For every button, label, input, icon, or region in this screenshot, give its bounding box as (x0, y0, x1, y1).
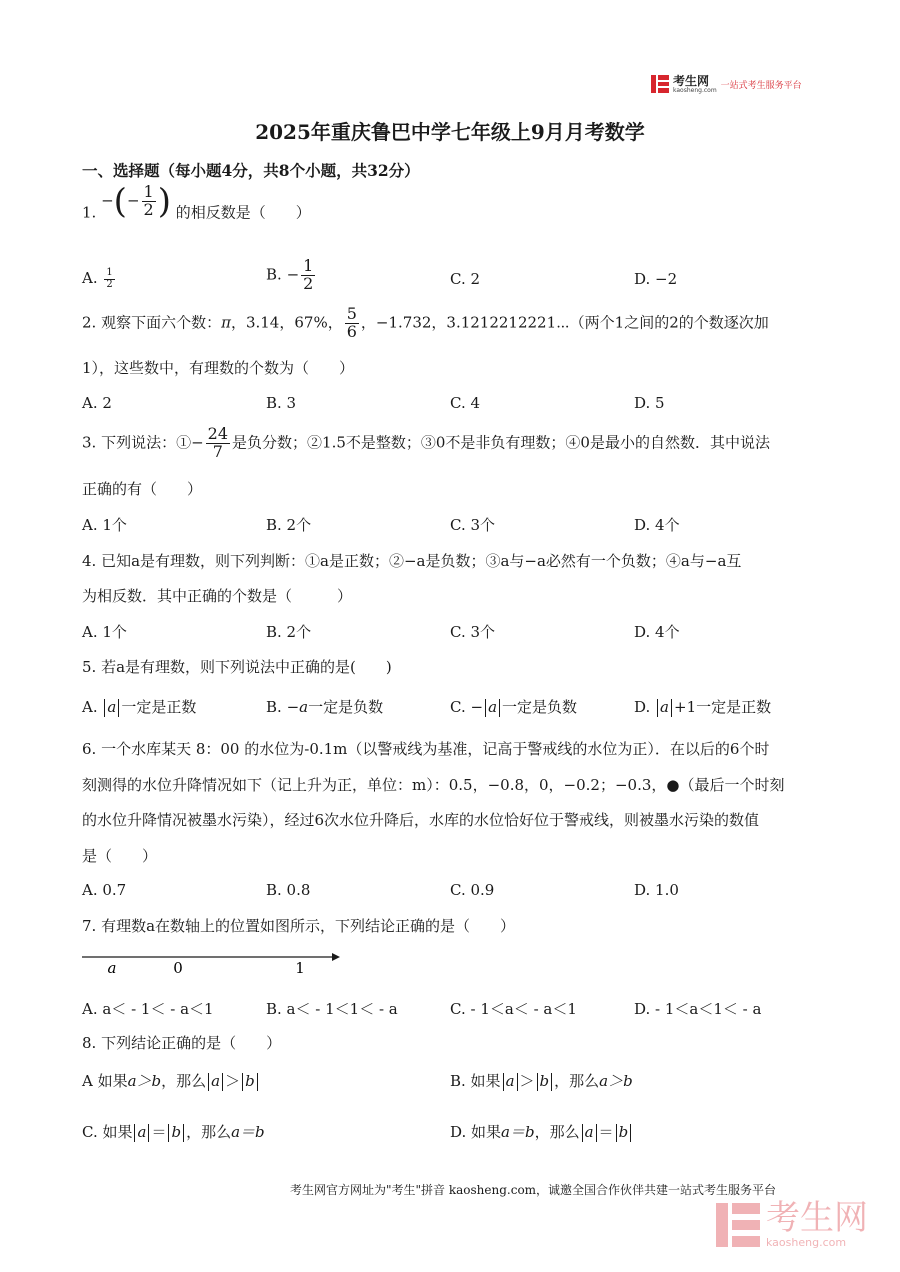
brand-text (673, 75, 717, 94)
q6-line-2: 刻测得的水位升降情况如下（记上升为正，单位：m）：0.5，−0.8，0，−0.2；−0.3，●（最后一个时刻 (82, 776, 785, 794)
q1-option-b[interactable]: B. − $\frac{1}{2}$ (266, 256, 314, 293)
question-1 (82, 181, 311, 231)
q2-line-2: 1），这些数中，有理数的个数为（ ） (82, 359, 355, 377)
axis-label-1: 1 (295, 959, 305, 977)
q6-option-c[interactable]: C. 0.9 (450, 881, 495, 899)
q1-option-c[interactable]: C. 2 (450, 270, 481, 288)
brand-name: 考生网 (673, 73, 710, 88)
q1-option-a[interactable]: A. $\frac{1}{2}$ (82, 267, 113, 290)
q3-option-b[interactable]: B. 2个 (266, 516, 312, 534)
q1-option-d[interactable]: D. −2 (634, 270, 678, 288)
q1-outer-minus: − (101, 191, 114, 210)
q1-option-b-fraction: $\frac{1}{2}$ (303, 256, 314, 293)
q2-option-d[interactable]: D. 5 (634, 394, 665, 412)
q4-option-b[interactable]: B. 2个 (266, 623, 312, 641)
brand-logo (651, 71, 802, 97)
q1-number: 1. (82, 203, 97, 222)
q6-option-d[interactable]: D. 1.0 (634, 881, 679, 899)
q3-option-c[interactable]: C. 3个 (450, 516, 496, 534)
q6-option-b[interactable]: B. 0.8 (266, 881, 311, 899)
watermark (716, 1200, 868, 1249)
q6-option-a[interactable]: A. 0.7 (82, 881, 127, 899)
axis-label-0: 0 (173, 959, 183, 977)
q6-line-3: 的水位升降情况被墨水污染），经过6次水位升降后，水库的水位恰好位于警戒线，则被墨水污染的数值 (82, 811, 760, 829)
q3-fraction: $\frac{24}{7}$ (207, 424, 229, 461)
q4-option-a[interactable]: A. 1个 (82, 623, 127, 641)
axis-label-a: a (107, 959, 117, 977)
q5-option-c[interactable]: C. − a 一定是负数 (450, 698, 578, 716)
question-2: 2. 观察下面六个数：π，3.14，67%， $\frac{5}{6}$ ，−1.732，3.1212212221⋯（两个1之间的2的个数逐次加 (82, 304, 769, 341)
q6-line-4: 是（ ） (82, 847, 158, 865)
q5-option-b[interactable]: B. −a一定是负数 (266, 698, 384, 716)
q1-option-a-fraction: $\frac{1}{2}$ (106, 267, 113, 290)
q8-option-b[interactable]: B. 如果 a ＞ b ，那么a＞b (450, 1072, 633, 1090)
q1-tail: 的相反数是（ ） (175, 203, 311, 222)
watermark-url: kaosheng.com (766, 1236, 847, 1249)
q2-option-a[interactable]: A. 2 (82, 394, 112, 412)
q2-fraction: $\frac{5}{6}$ (346, 304, 357, 341)
q2-pi: π (221, 313, 231, 332)
q1-fraction: $\frac{1}{2}$ (143, 182, 154, 219)
q8-option-d[interactable]: D. 如果a＝b，那么 a ＝ b (450, 1121, 633, 1142)
number-line-arrow (332, 953, 340, 961)
q4-line-2: 为相反数．其中正确的个数是（ ） (82, 587, 353, 605)
q7-option-d[interactable]: D. - 1＜a＜1＜ - a (634, 1000, 762, 1018)
q3-line-2: 正确的有（ ） (82, 480, 203, 498)
q4-option-d[interactable]: D. 4个 (634, 623, 680, 641)
q7-option-c[interactable]: C. - 1＜a＜ - a＜1 (450, 1000, 577, 1018)
q1-inner-minus: − (126, 191, 140, 210)
watermark-name: 考生网 (766, 1198, 868, 1238)
brand-slogan: 一站式考生服务平台 (720, 80, 802, 91)
question-5: 5. 若a是有理数，则下列说法中正确的是( ) (82, 658, 392, 676)
question-4: 4. 已知a是有理数，则下列判断：①a是正数；②−a是负数；③a与−a必然有一个负数；④a与−a互 (82, 552, 742, 570)
brand-logo-icon (651, 75, 669, 93)
q7-option-b[interactable]: B. a＜ - 1＜1＜ - a (266, 1000, 398, 1018)
footer-text: 考生网官方网址为"考生"拼音 kaosheng.com，诚邀全国合作伙伴共建一站式考生服务平台 (290, 1183, 777, 1197)
page-title: 2025年重庆鲁巴中学七年级上9月月考数学 (255, 120, 645, 144)
q3-option-d[interactable]: D. 4个 (634, 516, 680, 534)
section-heading: 一、选择题（每小题4分，共8个小题，共32分） (82, 161, 420, 180)
q5-option-a[interactable]: A. a 一定是正数 (82, 698, 197, 716)
watermark-logo-icon (716, 1203, 760, 1247)
q2-option-b[interactable]: B. 3 (266, 394, 297, 412)
q4-option-c[interactable]: C. 3个 (450, 623, 496, 641)
q3-option-a[interactable]: A. 1个 (82, 516, 127, 534)
q7-option-a[interactable]: A. a＜ - 1＜ - a＜1 (82, 1000, 214, 1018)
question-7: 7. 有理数a在数轴上的位置如图所示，下列结论正确的是（ ） (82, 917, 516, 935)
q8-option-c[interactable]: C. 如果 a ＝ b ，那么a＝b (82, 1123, 265, 1141)
question-3: 3. 下列说法：①− $\frac{24}{7}$ 是负分数；②1.5不是整数；③0不是非负有理数；④0是最小的自然数．其中说法 (82, 424, 770, 461)
q1-expression: −(− $\frac{1}{2}$ ) (101, 181, 171, 222)
question-8: 8. 下列结论正确的是（ ） (82, 1034, 282, 1052)
q8-option-a[interactable]: A 如果a＞b，那么 a ＞ b (82, 1070, 260, 1091)
question-6: 6. 一个水库某天 8：00 的水位为-0.1m（以警戒线为基准，记高于警戒线的水位为正）．在以后的6个时 (82, 740, 770, 758)
q5-option-d[interactable]: D. a +1一定是正数 (634, 698, 772, 716)
brand-url: kaosheng.com (673, 86, 717, 94)
q2-option-c[interactable]: C. 4 (450, 394, 481, 412)
number-line (82, 946, 342, 986)
